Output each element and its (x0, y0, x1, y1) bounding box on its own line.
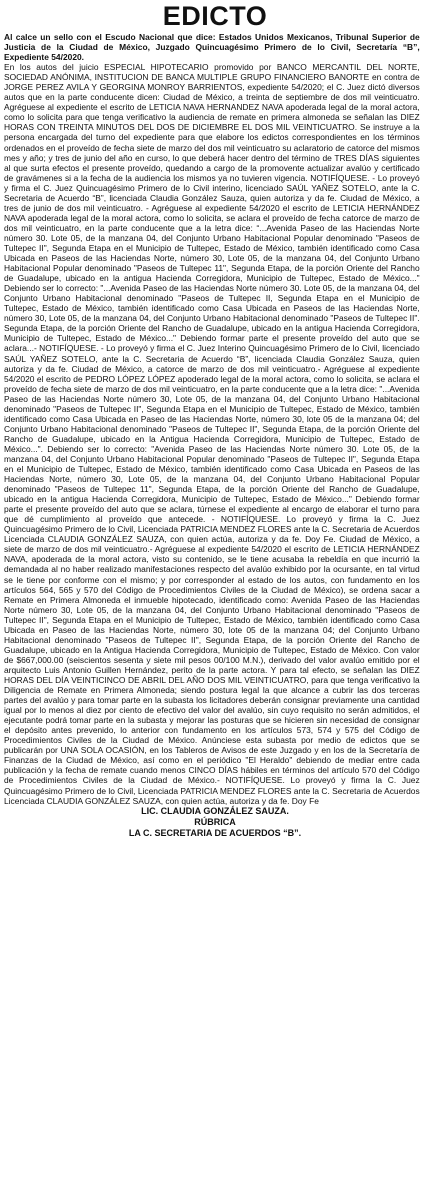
edict-title: EDICTO (162, 1, 268, 31)
edict-body (4, 32, 420, 806)
signer-role: LA C. SECRETARIA DE ACUERDOS “B”. (128, 827, 302, 838)
proceedings-paragraph: En los autos del juicio ESPECIAL HIPOTECARIO promovido por BANCO MERCANTIL DEL NORTE, SOCIEDAD ANÓNIMA, INSTITUCION DE BANCA MULTIPLE GRUPO FINANCIERO BANORTE en contra de JORGE PEREZ AVILA Y GEORGINA MONROY BARRIENTOS, expediente 54/2020; el C. Juez dictó diversos autos que en la parte conducente dicen: Ciudad de México, a treinta de septiembre de dos mil veinticuatro. Agréguese al expediente el escrito de LETICIA NAVA HERNANDEZ NAVA apoderada legal de la moral actora, como lo solicita para que tenga verificativo la audiencia de remate en primera almoneda se señalan las DIEZ HORAS CON TREINTA MINUTOS DEL DOS DE DICIEMBRE EL DOS MIL VEINTICUATRO. Se instruye a la persona encargada del turno del expediente para que elabore los edictos correspondientes en los términos ordenados en el proveído de fecha siete de marzo del dos mil veinticuatro su aclaratorio de catorce del mismos mes y año; y tres de junio del año en curso, lo que deberá hacer dentro del término de TRES DÍAS siguientes al que surta efectos el presente proveído, quedando a cargo de la promovente actualizar avalúo y certificado de gravámenes si a la fecha de la audiencia los mismos ya no tuvieren vigencia. NOTIFÍQUESE. - Lo proveyó y firma el C. Juez Quincuagésimo Primero de lo Civil interino, licenciado SAÚL YAÑEZ SOTELO, ante la C. Secretaria de Acuerdo “B”, licenciada Claudia González Sauza, quien autoriza y da fe. Ciudad de México, a tres de junio de dos mil veinticuatro. - Agréguese al expediente 54/2020 el escrito de LETICIA HERNÁNDEZ NAVA apoderada legal de la moral actora, como lo solicita, se aclara el proveído de fecha catorce de marzo de dos mil veinticuatro, en la parte conducente que a la letra dice: “...Avenida Paseo de las Haciendas Norte número 30. Lote 05, de la manzana 04, del Conjunto Urbano Habitacional Popular denominado "Paseos de Tultepec II", Segunda Etapa en el Municipio de Tultepec, Estado de México, también identificado como Casa Ubicada en Paseos de las Haciendas Norte, número 30, Lote 05, de la manzana 04, del Conjunto Urbano Habitacional Popular denominado "Paseos de Tultepec 11", Segunda Etapa, de la porción Oriente del Rancho de Guadalupe, ubicado en la antigua Hacienda Corregidora, Municipio de Tultepec, Estado de México..." Debiendo ser lo correcto: "...Avenida Paseo de las Haciendas Norte número 30. Lote 05, de la manzana 04, del Conjunto Urbano Habitacional denominado "Paseos de Tultepec II, Segunda Etapa en el Municipio de Tultepec, Estado de México, también identificado como Casa Ubicada en Paseos de las Haciendas Norte, número 30, Lote 05, de la manzana 04, del Conjunto Urbano Habitacional denominado "Paseos de Tultepec II". Segunda Etapa, de la porción Oriente del Rancho de Guadalupe, ubicado en la antigua Hacienda Corregidora, Municipio de Tultepec, Estado de México..." Debiendo formar parte el presente proveído del auto que se aclara...- NOTIFÍQUESE. - Lo proveyó y firma el C. Juez Interino Quincuagésimo Primero de lo Civil, licenciado SAÚL YAÑEZ SOTELO, ante la C. Secretaria de Acuerdo “B”, licenciada Claudia González Sauza, quien autoriza y da fe. Ciudad de México, a catorce de marzo de dos mil veinticuatro.- Agréguese al expediente 54/2020 el escrito de PEDRO LÓPEZ LÓPEZ apoderado legal de la moral actora, como lo solicita, se aclara el proveído de fecha siete de marzo de dos mil veinticuatro, en la parte conducente que a la letra dice: "...Avenida Paseo de las Haciendas Norte número 30, Lote 05, de la manzana 04, del Conjunto Urbano Habitacional denominado "Paseos de Tultepec II", Segunda Etapa en el Municipio de Tultepec, Estado de México, también identificado como Casa Ubicada en Paseo de las Haciendas Norte, número 30, lote 05 de la manzana 04; del Conjunto Urbano Habitacional denominado "Paseos de Tultepec II", Segunda Etapa, de la porción Oriente del Rancho de Guadalupe, ubicado en la Antigua Hacienda Corregidora, Municipio de Tultepec, Estado de México...". Debiendo ser lo correcto: "Avenida Paseo de las Haciendas Norte número 30. Lote 05, de la manzana 04, del Conjunto Urbano Habitacional Popular denominado "Paseos de Tultepec II", Segunda Etapa en el Municipio de Tultepec, Estado de México, también identificado como Casa Ubicada en Paseos de las Haciendas Norte, número 30, Lote 05, de la manzana 04, del Conjunto Urbano Habitacional Popular denominado "Paseos de Tultepec 11", Segunda Etapa, de la porción Oriente del Rancho de Guadalupe, ubicado en la antigua Hacienda Corregidora, Municipio de Tultepec, Estado de México..." Debiendo formar parte el presente proveído del auto que se aclara, túrnese el expediente al encargo de elaborar el turno para que dé cumplimiento al proveído que antecede. - NOTIFÍQUESE. Lo proveyó y firma la C. Juez Quincuagésimo Primero de lo Civil, Licenciada PATRICIA MENDEZ FLORES ante la C. Secretaria de Acuerdos Licenciada CLAUDIA GONZÁLEZ SAUZA, con quien actúa, autoriza y da fe. Doy Fe. Ciudad de México, a siete de marzo de dos mil veinticuatro.- Agréguese al expediente 54/2020 el escrito de LETICIA HERNÁNDEZ NAVA, apoderada de la moral actora, visto su contenido, se le tiene acusaba la rebeldía en que incurrió la demandada al no haber realizado manifestaciones respecto del avalúo exhibido por la ocursante, en tal virtud se le tiene por conforme con el mismo; y por corresponder al estado de los autos, con fundamento en los artículos 564, 565 y 570 del Código de Procedimientos Civiles de la Ciudad de México), se ordena sacar a Remate en Primera Almoneda el inmueble hipotecado, identificado como: Avenida Paseo de las Haciendas Norte número 30, Lote 05, de la manzana 04, del Conjunto Urbano Habitacional denominado "Paseos de Tultepec II", Segunda Etapa en el Municipio de Tultepec, Estado de México, también identificado como Casa Ubicada en Paseo de las Haciendas Norte, número 30, lote 05 de la manzana 04; del Conjunto Urbano Habitacional denominado "Paseos de Tultepec II", Segunda Etapa, de la porción Oriente del Rancho de Guadalupe, ubicado en la Antigua Hacienda Corregidora, Municipio de Tultepec, Estado de México. Con valor de $667,000.00 (seiscientos sesenta y siete mil pesos 00/100 M.N.), derivado del valor avalúo emitido por el arquitecto Luis Antonio Guillen Hernández, perito de la parte actora. Y para tal efecto, se señalan las DIEZ HORAS DEL DÍA VEINTICINCO DE ABRIL DEL AÑO DOS MIL VEINTICUATRO, para que tenga verificativo la Diligencia de Remate en Primera Almoneda; siendo postura legal la que alcance a cubrir las dos terceras partes del avalúo y para tomar parte en la subasta los licitadores deberán consignar previamente una cantidad igual por lo menos al diez por ciento de efectivo del valor del avalúo, sin cuyo requisito no serán admitidos, el ejecutante podrá tomar parte en la subasta y mejorar las posturas que se hicieren sin necesidad de consignar el depósito antes prevenido, lo anterior con fundamento en los artículos 573, 574 y 575 del Código de Procedimientos Civiles de la Ciudad de México. Anúnciese esta subasta por medio de edictos que se publicarán por UNA SOLA OCASIÓN, en los Tableros de Avisos de este Juzgado y en los de la Secretaría de Finanzas de la Ciudad de México, así como en el periódico "El Heraldo" debiendo de mediar entre cada publicación y la fecha de remate cuando menos CINCO DÍAS hábiles en términos del artículo 570 del Código de Procedimientos Civiles de la Ciudad de México.- NOTIFÍQUESE. Lo proveyó y firma la C. Juez Quincuagésimo Primero de lo Civil, Licenciada PATRICIA MENDEZ FLORES ante la C. Secretaria de Acuerdos Licenciada CLAUDIA GONZÁLEZ SAUZA, con quien actúa, autoriza y da fe. Doy Fe (4, 62, 420, 806)
signature-rubrica: RÚBRICA (194, 816, 236, 827)
seal-paragraph: Al calce un sello con el Escudo Nacional que dice: Estados Unidos Mexicanos, Tribunal Superior de Justicia de la Ciudad de México, Juzgado Quincuagésimo Primero de lo Civil, Secretaría “B”, Expediente 54/2020. (4, 32, 420, 63)
signer-name: LIC. CLAUDIA GONZÁLEZ SAUZA. (141, 805, 289, 816)
